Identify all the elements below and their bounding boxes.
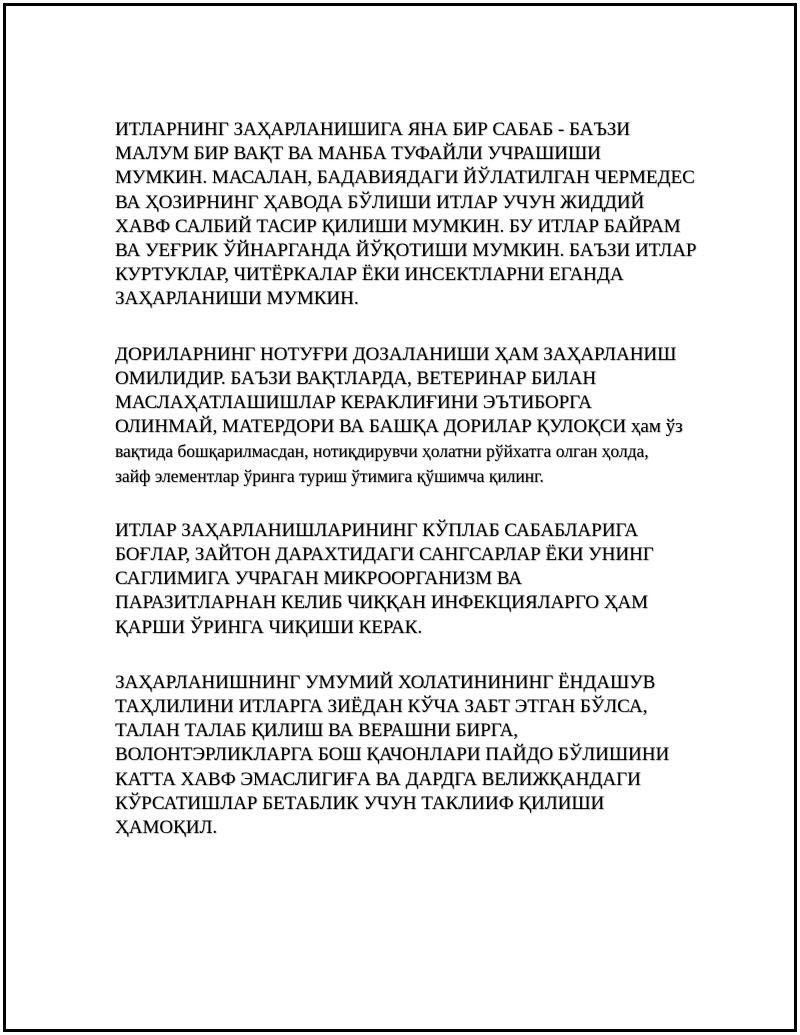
text-line: ИТЛАРНИНГ ЗАҲАРЛАНИШИГА ЯНА БИР САБАБ - БАЪЗИ [115, 119, 631, 140]
text-line: КАТТА ХАВФ ЭМАСЛИГИҒА ВА ДАРДГА ВЕЛИЖҚАНДАГИ [115, 768, 641, 790]
text-line: БОҒЛАР, ЗАЙТОН ДАРАХТИДАГИ САНГСАРЛАР ЁКИ УНИНГ [115, 544, 654, 566]
text-line: МАСЛАҲАТЛАШИШЛАР КЕРАКЛИҒИНИ ЭЪТИБОРГА [115, 392, 592, 414]
text-line: ХАВФ САЛБИЙ ТАСИР ҚИЛИШИ МУМКИН. БУ ИТЛАР БАЙРАМ [115, 215, 681, 237]
text-line: МАЛУМ БИР ВАҚТ ВА МАНБА ТУФАЙЛИ УЧРАШИШИ [115, 143, 601, 165]
text-line: ВА ҲОЗИРНИНГ ҲАВОДА БЎЛИШИ ИТЛАР УЧУН ЖИДДИЙ [115, 191, 645, 213]
text-line: ЗАҲАРЛАНИШИ МУМКИН. [115, 288, 359, 310]
text-line: КУРТУКЛАР, ЧИТЁРКАЛАР ЁКИ ИНСЕКТЛАРНИ ЕГАНДА [115, 264, 624, 286]
text-line: ТАҲЛИЛИНИ ИТЛАРГА ЗИЁДАН КЎЧА ЗАБТ ЭТГАН БЎЛСА, [115, 696, 648, 718]
text-line: зайф элементлар ўринга туриш ўтимига қўшимча қилинг. [115, 465, 544, 486]
text-line: ИТЛАР ЗАҲАРЛАНИШЛАРИНИНГ КЎПЛАБ САБАБЛАРИГА [115, 519, 639, 541]
text-line: ОЛИНМАЙ, МАТЕРДОРИ ВА БАШҚА ДОРИЛАР ҚУЛОҚСИ ҳам ўз [115, 416, 683, 438]
text-line: ПАРАЗИТЛАРНАН КЕЛИБ ЧИҚҚАН ИНФЕКЦИЯЛАРГО ҲАМ [115, 592, 649, 614]
paragraph-2 [115, 343, 715, 488]
text-line: вақтида бошқарилмасдан, нотиқдирувчи ҳолатни рўйхатга олган ҳолда, [115, 441, 649, 462]
text-line: ТАЛАН ТАЛАБ ҚИЛИШ ВА ВЕРАШНИ БИРГА, [115, 720, 519, 742]
text-line: ВОЛОНТЭРЛИКЛАРГА БОШ ҚАЧОНЛАРИ ПАЙДО БЎЛИШИНИ [115, 744, 670, 766]
text-line: ДОРИЛАРНИНГ НОТУҒРИ ДОЗАЛАНИШИ ҲАМ ЗАҲАРЛАНИШ [115, 343, 677, 365]
text-line: МУМКИН. МАСАЛАН, БАДАВИЯДАГИ ЙЎЛАТИЛГАН ЧЕРМЕДЕС [115, 167, 695, 189]
text-line: САГЛИМИГА УЧРАГАН МИКРООРГАНИЗМ ВА [115, 568, 522, 590]
text-line: ВА УЕҒРИК ЎЙНАРГАНДА ЙЎҚОТИШИ МУМКИН. БАЪЗИ ИТЛАР [115, 240, 697, 262]
text-line: ЗАҲАРЛАНИШНИНГ УМУМИЙ ХОЛАТИНИНИНГ ЁНДАШУВ [115, 671, 656, 693]
paragraph-4 [115, 671, 715, 840]
paragraph-1 [115, 118, 715, 312]
text-line: ҚАРШИ ЎРИНГА ЧИҚИШИ КЕРАК. [115, 616, 423, 638]
document-body [115, 118, 715, 871]
text-line: ОМИЛИДИР. БАЪЗИ ВАҚТЛАРДА, ВЕТЕРИНАР БИЛАН [115, 367, 597, 389]
paragraph-3 [115, 519, 715, 640]
text-line: ҲАМОҚИЛ. [115, 817, 218, 839]
text-line: КЎРСАТИШЛАР БЕТАБЛИК УЧУН ТАКЛИИФ ҚИЛИШИ [115, 792, 605, 814]
